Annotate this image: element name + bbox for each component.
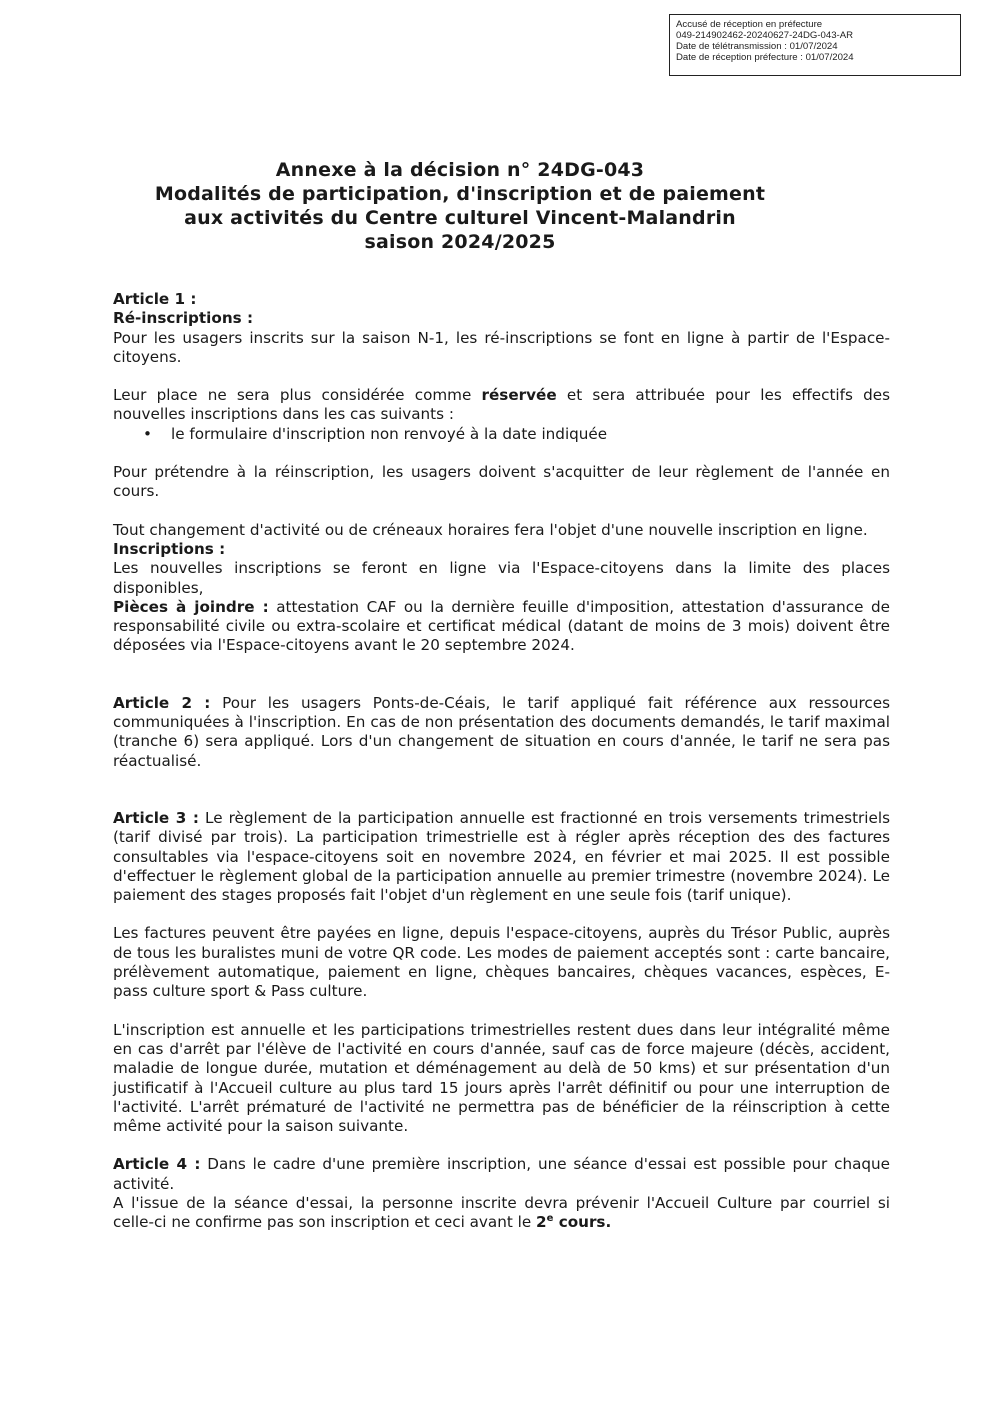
document-title — [0, 158, 920, 254]
text-run: attestation CAF ou la dernière feuille d'imposition, attestation d'assurance de responsabilité civile ou extra-scolaire et certificat médical (datant de moins de 3 mois) doivent être déposées via l'Espace-citoyens avant le 20 septembre 2024. — [113, 597, 890, 655]
paragraph — [113, 1155, 890, 1194]
title-line: Annexe à la décision n° 24DG-043 — [275, 159, 645, 181]
text-run: Pour les usagers Ponts-de-Céais, le tarif appliqué fait référence aux ressources communiquées à l'inscription. En cas de non présentation des documents demandés, le tarif maximal (tranche 6) sera appliqué. Lors d'un changement de situation en cours d'année, le tarif ne sera pas réactualisé. — [113, 693, 890, 770]
article-1-heading: Article 1 : — [113, 290, 197, 308]
inscriptions-heading: Inscriptions : — [113, 539, 226, 558]
list-item — [113, 425, 890, 444]
paragraph: Pour prétendre à la réinscription, les usagers doivent s'acquitter de leur règlement de l'année en cours. — [113, 463, 890, 501]
document-body — [113, 290, 890, 1233]
stamp-line: Date de réception préfecture : 01/07/2024 — [676, 52, 854, 63]
paragraph — [113, 809, 890, 905]
reinscriptions-heading: Ré-inscriptions : — [113, 309, 254, 328]
paragraph: Tout changement d'activité ou de créneaux horaires fera l'objet d'une nouvelle inscription en ligne. — [113, 520, 868, 539]
text-run: Leur place ne sera plus considérée comme — [113, 386, 482, 405]
text-run: Le règlement de la participation annuelle est fractionné en trois versements trimestriels (tarif divisé par trois). La participation trimestrielle est à régler après réception des des factures consultables via l'espace-citoyens soit en novembre 2024, en février et mai 2025. Il est possible d'effectuer le règlement global de la participation annuelle au premier trimestre (novembre 2024). Le paiement des stages proposés fait l'objet d'un règlement en une seule fois (tarif unique). — [113, 808, 890, 905]
article-2-heading: Article 2 : — [113, 693, 211, 712]
bold-text: réservée — [481, 386, 557, 405]
title-line: Modalités de participation, d'inscription et de paiement — [154, 183, 766, 205]
paragraph: Les factures peuvent être payées en ligne, depuis l'espace-citoyens, auprès du Trésor Public, auprès de tous les buralistes muni de votre QR code. Les modes de paiement acceptés sont : carte bancaire, prélèvement automatique, paiement en ligne, chèques bancaires, chèques vacances, espèces, E-pass culture sport & Pass culture. — [113, 924, 890, 1001]
paragraph: Les nouvelles inscriptions se feront en ligne via l'Espace-citoyens dans la limite des places disponibles, — [113, 559, 890, 597]
stamp-line: Date de télétransmission : 01/07/2024 — [676, 41, 838, 52]
paragraph — [113, 1194, 890, 1233]
article-3-heading: Article 3 : — [113, 808, 199, 827]
article-4-heading: Article 4 : — [113, 1155, 201, 1174]
paragraph: Pour les usagers inscrits sur la saison N-1, les ré-inscriptions se font en ligne à partir de l'Espace-citoyens. — [113, 328, 890, 366]
bold-text — [536, 1213, 611, 1231]
bullet-list — [113, 425, 890, 444]
bullet-icon: • — [143, 424, 152, 443]
ordinal-suffix: e — [546, 1213, 554, 1225]
text-run: et sera attribuée pour les effectifs des nouvelles inscriptions dans les cas suivants : — [113, 386, 890, 424]
paragraph: L'inscription est annuelle et les participations trimestrielles restent dues dans leur intégralité même en cas d'arrêt par l'élève de l'activité en cours d'année, sauf cas de force majeure (décès, accident, maladie de longue durée, mutation et déménagement au delà de 50 kms) et sur présentation d'un justificatif à l'Accueil culture au plus tard 15 jours après l'arrêt définitif ou pour une interruption de l'activité. L'arrêt prématuré de l'activité ne permettra pas de bénéficier de la réinscription à cette même activité pour la saison suivante. — [113, 1020, 890, 1136]
paragraph — [113, 694, 890, 771]
title-line: aux activités du Centre culturel Vincent-Malandrin — [184, 207, 736, 229]
stamp-line: 049-214902462-20240627-24DG-043-AR — [676, 30, 854, 41]
text-run: A l'issue de la séance d'essai, la personne inscrite devra prévenir l'Accueil Culture par courriel si celle-ci ne confirme pas son inscription et ceci avant le — [113, 1193, 890, 1232]
stamp-line: Accusé de réception en préfecture — [676, 19, 823, 30]
prefecture-receipt-stamp — [669, 14, 961, 76]
ordinal-number: 2 — [536, 1213, 547, 1232]
paragraph — [113, 386, 890, 425]
pieces-label: Pièces à joindre : — [113, 597, 269, 616]
title-line: saison 2024/2025 — [364, 231, 556, 253]
text-run: cours. — [553, 1213, 612, 1232]
text-run: Dans le cadre d'une première inscription, une séance d'essai est possible pour chaque activité. — [113, 1155, 890, 1193]
paragraph — [113, 598, 890, 656]
list-item-text: le formulaire d'inscription non renvoyé à la date indiquée — [171, 424, 608, 443]
